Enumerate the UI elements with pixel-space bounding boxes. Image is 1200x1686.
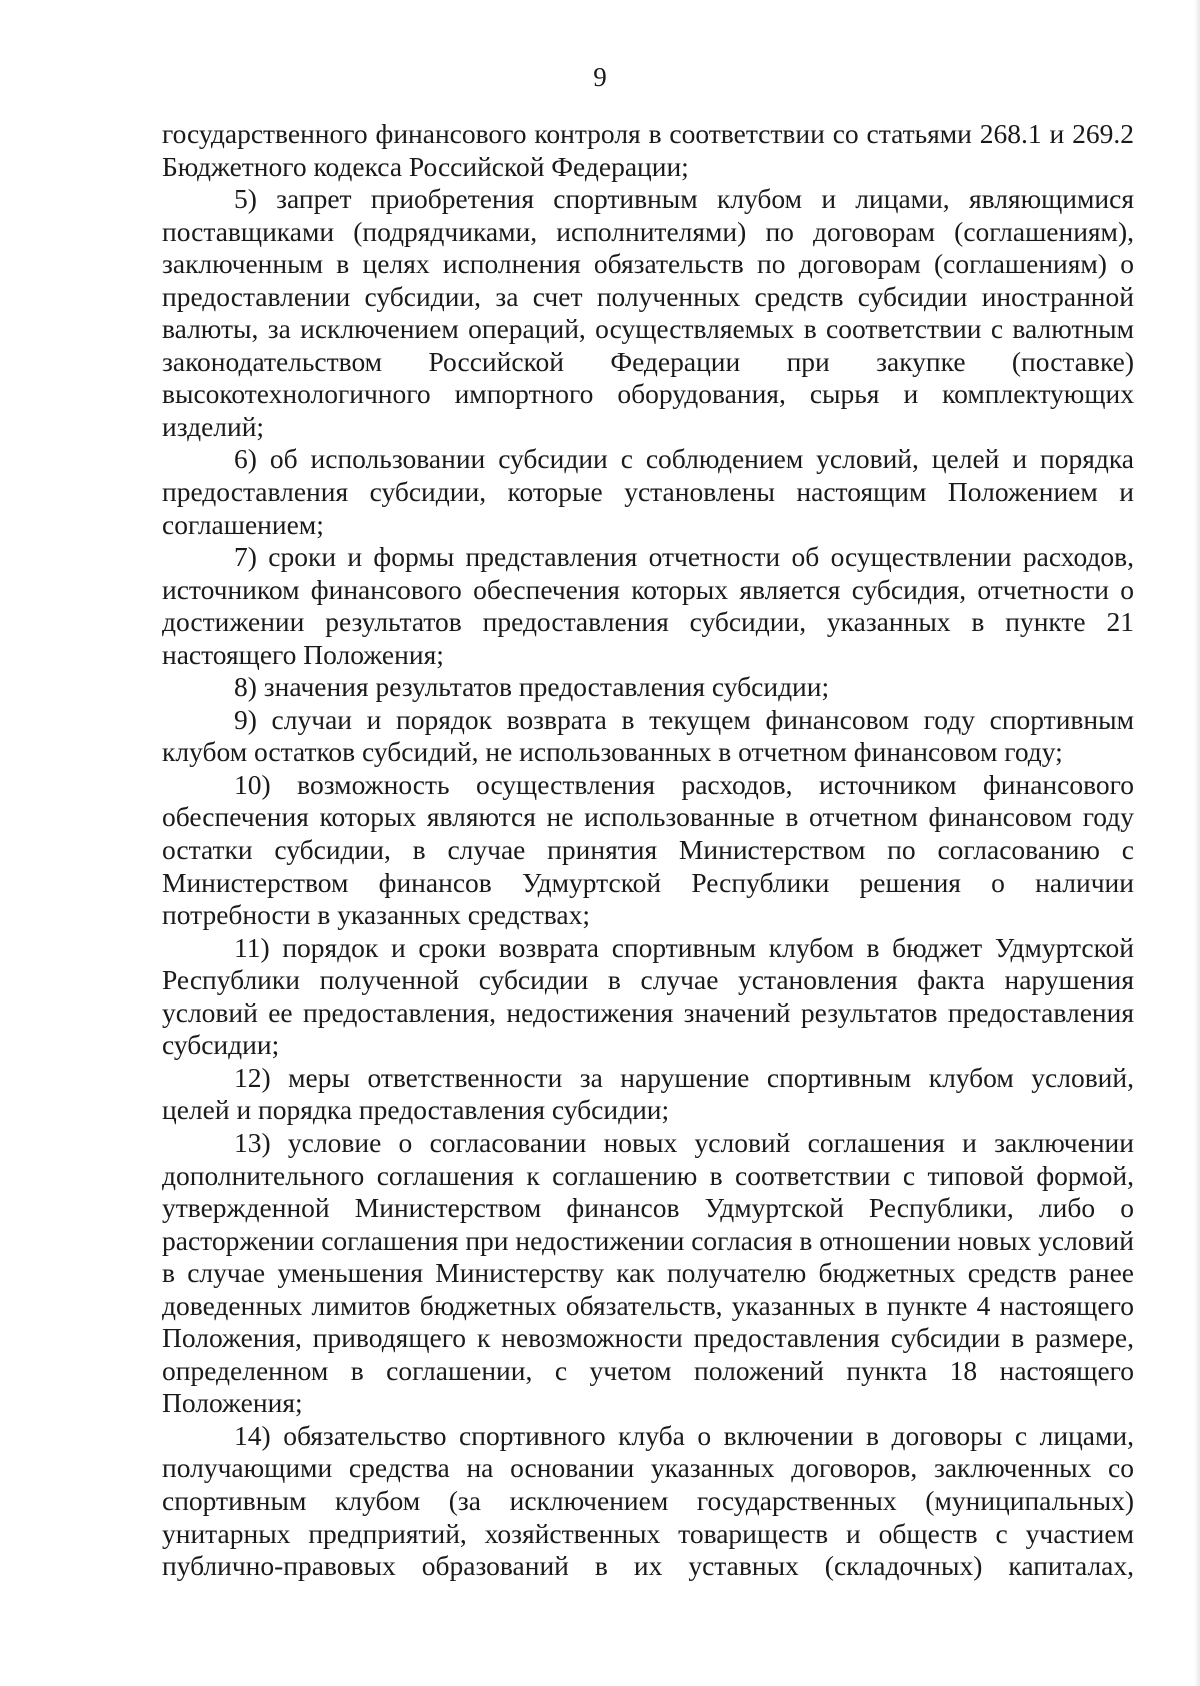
paragraph-item-6: 6) об использовании субсидии с соблюдением условий, целей и порядка предоставления субсидии, которые установлены настоящим Положением и соглашением; [162, 443, 1134, 540]
paragraph-item-7: 7) сроки и формы представления отчетности об осуществлении расходов, источником финансового обеспечения которых является субсидия, отчетности о достижении результатов предоставления субсидии, указанных в пункте 21 настоящего Положения; [162, 541, 1134, 670]
document-body [162, 118, 1134, 1583]
paragraph-item-9: 9) случаи и порядок возврата в текущем финансовом году спортивным клубом остатков субсидий, не использованных в отчетном финансовом году; [162, 703, 1134, 768]
paragraph-item-10: 10) возможность осуществления расходов, источником финансового обеспечения которых являются не использованные в отчетном финансовом году остатки субсидии, в случае принятия Министерством по согласованию с Министерством финансов Удмуртской Республики решения о наличии потребности в указанных средствах; [162, 768, 1134, 931]
paragraph-continuation: государственного финансового контроля в соответствии со статьями 268.1 и 269.2 Бюджетного кодекса Российской Федерации; [162, 118, 1134, 182]
page-number: 9 [593, 62, 607, 92]
scan-edge-shadow [1194, 0, 1200, 1686]
paragraph-item-5: 5) запрет приобретения спортивным клубом и лицами, являющимися поставщиками (подрядчиками, исполнителями) по договорам (соглашениям), заключенным в целях исполнения обязательств по договорам (соглашениям) о предоставлении субсидии, за счет полученных средств субсидии иностранной валюты, за исключением операций, осуществляемых в соответствии с валютным законодательством Российской Федерации при закупке (поставке) высокотехнологичного импортного оборудования, сырья и комплектующих изделий; [162, 183, 1134, 442]
paragraph-item-8: 8) значения результатов предоставления субсидии; [234, 671, 830, 703]
paragraph-item-13: 13) условие о согласовании новых условий соглашения и заключении дополнительного соглашения к соглашению в соответствии с типовой формой, утвержденной Министерством финансов Удмуртской Республики, либо о расторжении соглашения при недостижении согласия в отношении новых условий в случае уменьшения Министерству как получателю бюджетных средств ранее доведенных лимитов бюджетных обязательств, указанных в пункте 4 настоящего Положения, приводящего к невозможности предоставления субсидии в размере, определенном в соглашении, с учетом положений пункта 18 настоящего Положения; [162, 1126, 1134, 1419]
paragraph-item-12: 12) меры ответственности за нарушение спортивным клубом условий, целей и порядка предоставления субсидии; [162, 1061, 1134, 1126]
paragraph-item-11: 11) порядок и сроки возврата спортивным клубом в бюджет Удмуртской Республики полученной субсидии в случае установления факта нарушения условий ее предоставления, недостижения значений результатов предоставления субсидии; [162, 931, 1134, 1061]
paragraph-item-14: 14) обязательство спортивного клуба о включении в договоры с лицами, получающими средства на основании указанных договоров, заключенных со спортивным клубом (за исключением государственных (муниципальных) унитарных предприятий, хозяйственных товариществ и обществ с участием публично-правовых образований в их уставных (складочных) капиталах, [162, 1419, 1134, 1582]
